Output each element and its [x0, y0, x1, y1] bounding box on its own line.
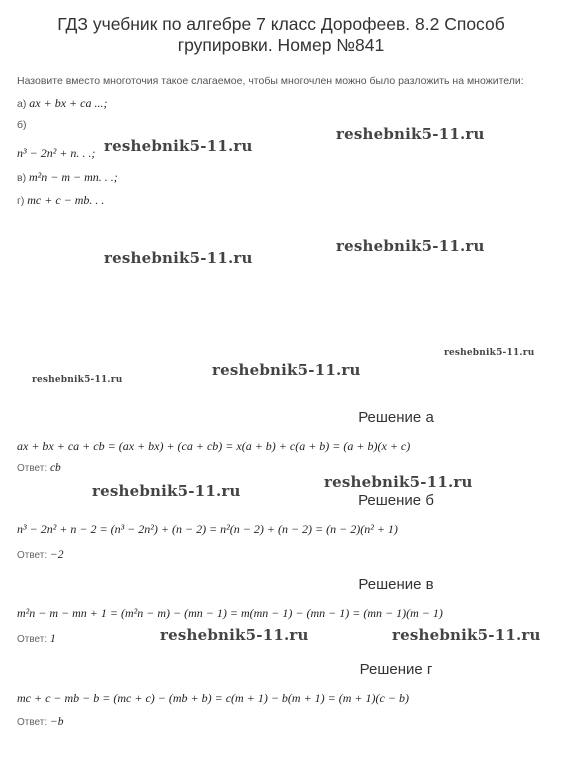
- answer-value: −2: [49, 549, 64, 561]
- answer-label: Ответ:: [17, 463, 48, 474]
- watermark: reshebnik5-11.ru: [160, 626, 309, 644]
- task-item-b-expr: [17, 146, 95, 161]
- watermark: reshebnik5-11.ru: [92, 482, 241, 500]
- task-item-a: [17, 96, 107, 111]
- task-item-label: б): [17, 119, 27, 131]
- answer-c: [17, 633, 56, 645]
- answer-value: cb: [49, 462, 61, 474]
- watermark: reshebnik5-11.ru: [32, 375, 123, 385]
- watermark: reshebnik5-11.ru: [336, 237, 485, 255]
- solution-equation-b: n³ − 2n² + n − 2 = (n³ − 2n²) + (n − 2) = n²(n − 2) + (n − 2) = (n − 2)(n² + 1): [17, 522, 398, 536]
- task-item-expr: n³ − 2n² + n. . .;: [17, 146, 96, 160]
- answer-label: Ответ:: [17, 550, 48, 561]
- solution-heading-a: Решение а: [358, 409, 434, 426]
- task-item-expr: mc + c − mb. . .: [27, 193, 105, 207]
- task-item-expr: ax + bx + ca ...;: [29, 96, 108, 110]
- task-intro: Назовите вместо многоточия такое слагаемое, чтобы многочлен можно было разложить на множители:: [17, 75, 524, 87]
- watermark: reshebnik5-11.ru: [444, 348, 535, 358]
- watermark: reshebnik5-11.ru: [104, 249, 253, 267]
- task-item-b: [17, 119, 27, 131]
- solution-equation-d: mc + c − mb − b = (mc + c) − (mb + b) = c(m + 1) − b(m + 1) = (m + 1)(c − b): [17, 691, 409, 705]
- solution-heading-d: Решение г: [359, 661, 433, 678]
- solution-heading-b: Решение б: [358, 492, 434, 509]
- page-title: ГДЗ учебник по алгебре 7 класс Дорофеев. 8.2 Способ групировки. Номер №841: [57, 14, 505, 55]
- solution-heading-c: Решение в: [358, 576, 434, 593]
- solution-equation-a: ax + bx + ca + cb = (ax + bx) + (ca + cb) = x(a + b) + c(a + b) = (a + b)(x + c): [17, 439, 411, 453]
- answer-value: −b: [49, 716, 64, 728]
- task-item-expr: m²n − m − mn. . .;: [29, 170, 118, 184]
- task-item-label: г): [17, 195, 25, 207]
- watermark: reshebnik5-11.ru: [336, 125, 485, 143]
- watermark: reshebnik5-11.ru: [212, 361, 361, 379]
- task-item-label: а): [17, 98, 27, 110]
- solution-equation-c: m²n − m − mn + 1 = (m²n − m) − (mn − 1) = m(mn − 1) − (mn − 1) = (mn − 1)(m − 1): [17, 606, 443, 620]
- answer-b: [17, 549, 63, 561]
- task-item-d: [17, 193, 104, 208]
- answer-label: Ответ:: [17, 717, 48, 728]
- task-item-c: [17, 170, 118, 185]
- answer-d: [17, 716, 63, 728]
- watermark: reshebnik5-11.ru: [392, 626, 541, 644]
- answer-value: 1: [49, 633, 56, 645]
- task-item-label: в): [17, 172, 27, 184]
- answer-label: Ответ:: [17, 634, 48, 645]
- answer-a: [17, 462, 61, 474]
- watermark: reshebnik5-11.ru: [104, 137, 253, 155]
- watermark: reshebnik5-11.ru: [324, 473, 473, 491]
